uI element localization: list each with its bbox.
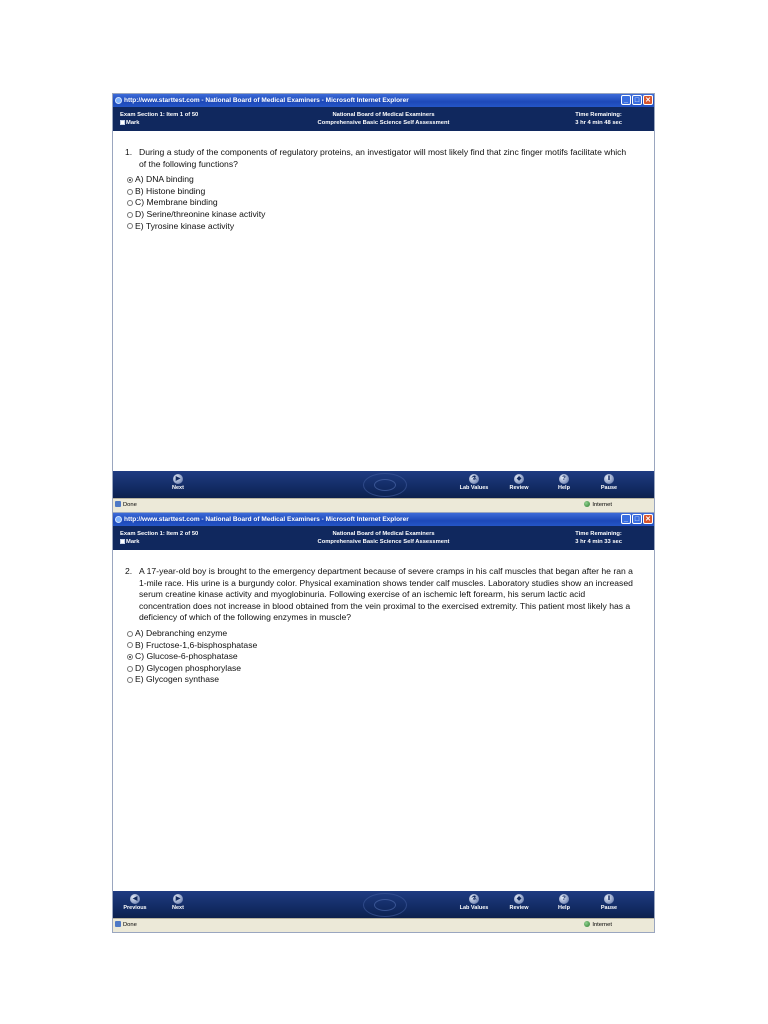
option-label: C) Membrane binding [135, 197, 218, 208]
internet-zone-icon [584, 921, 590, 927]
previous-label: Previous [123, 905, 147, 911]
answer-option-d[interactable] [127, 209, 635, 221]
window-title: http://www.starttest.com - National Board of Medical Examiners - Microsoft Internet Explorer [124, 97, 409, 104]
close-button[interactable]: ✕ [643, 514, 653, 524]
status-bar [113, 498, 654, 512]
exam-name: Comprehensive Basic Science Self Assessment [317, 120, 450, 126]
lab-values-label: Lab Values [459, 485, 489, 491]
navigation-bar [113, 471, 654, 499]
next-label: Next [172, 905, 184, 911]
next-arrow-icon: ▶ [173, 894, 183, 904]
radio-button[interactable] [127, 223, 133, 229]
internet-zone-icon [584, 501, 590, 507]
page-done-icon [115, 501, 121, 507]
radio-button[interactable] [127, 200, 133, 206]
org-name: National Board of Medical Examiners [332, 531, 435, 537]
previous-arrow-icon: ◀ [130, 894, 140, 904]
radio-button[interactable] [127, 189, 133, 195]
review-button[interactable] [497, 894, 541, 911]
pause-label: Pause [600, 905, 618, 911]
option-label: B) Fructose-1,6-bisphosphatase [135, 639, 258, 650]
next-label: Next [172, 485, 184, 491]
next-arrow-icon: ▶ [173, 474, 183, 484]
pause-button[interactable] [587, 474, 631, 491]
minimize-button[interactable]: _ [621, 514, 631, 524]
exam-header [113, 107, 654, 131]
security-zone-text: Internet [592, 922, 612, 928]
title-bar [113, 513, 654, 526]
navigation-bar [113, 891, 654, 919]
minimize-button[interactable]: _ [621, 95, 631, 105]
option-label: D) Serine/threonine kinase activity [135, 208, 266, 219]
option-label: B) Histone binding [135, 185, 206, 196]
radio-button[interactable] [127, 631, 133, 637]
nbme-logo [363, 473, 407, 497]
help-icon: ? [559, 894, 569, 904]
time-remaining-value: 3 hr 4 min 48 sec [575, 120, 622, 126]
section-item-label: Exam Section 1: Item 1 of 50 [120, 112, 199, 118]
answer-option-a[interactable] [127, 628, 635, 640]
exam-name: Comprehensive Basic Science Self Assessment [317, 539, 450, 545]
option-label: C) Glucose-6-phosphatase [135, 651, 238, 662]
radio-button[interactable] [127, 654, 133, 660]
org-name: National Board of Medical Examiners [332, 112, 435, 118]
help-button[interactable] [542, 474, 586, 491]
help-label: Help [558, 905, 570, 911]
review-icon: ◆ [514, 894, 524, 904]
answer-option-e[interactable] [127, 221, 635, 233]
time-remaining-label: Time Remaining: [575, 531, 622, 537]
internet-explorer-icon [115, 516, 122, 523]
radio-button[interactable] [127, 666, 133, 672]
pause-icon: ‖ [604, 474, 614, 484]
review-label: Review [509, 905, 529, 911]
option-label: A) Debranching enzyme [135, 627, 228, 638]
status-bar [113, 918, 654, 932]
status-text: Done [123, 502, 137, 508]
internet-explorer-icon [115, 97, 122, 104]
answer-option-d[interactable] [127, 663, 635, 675]
window-controls [621, 514, 653, 525]
exam-window-2 [112, 512, 655, 933]
page-done-icon [115, 921, 121, 927]
previous-button[interactable] [113, 894, 157, 911]
option-label: E) Tyrosine kinase activity [135, 220, 235, 231]
question-stem: During a study of the components of regulatory proteins, an investigator will most likely find that zinc finger motifs facilitate which of the following functions? [139, 147, 627, 169]
radio-button[interactable] [127, 642, 133, 648]
lab-values-button[interactable] [452, 474, 496, 491]
help-button[interactable] [542, 894, 586, 911]
radio-button[interactable] [127, 212, 133, 218]
question-block [125, 147, 635, 232]
option-label: D) Glycogen phosphorylase [135, 662, 242, 673]
answer-option-b[interactable] [127, 186, 635, 198]
close-button[interactable]: ✕ [643, 95, 653, 105]
review-button[interactable] [497, 474, 541, 491]
maximize-button[interactable]: □ [632, 95, 642, 105]
option-label: E) Glycogen synthase [135, 674, 220, 685]
pause-button[interactable] [587, 894, 631, 911]
status-text: Done [123, 922, 137, 928]
lab-flask-icon: ⚗ [469, 894, 479, 904]
window-title: http://www.starttest.com - National Board of Medical Examiners - Microsoft Internet Explorer [124, 516, 409, 523]
lab-values-label: Lab Values [459, 905, 489, 911]
answer-options [127, 174, 635, 232]
option-label: A) DNA binding [135, 174, 194, 185]
exam-window-1 [112, 93, 655, 513]
question-block [125, 566, 635, 686]
time-remaining-label: Time Remaining: [575, 112, 622, 118]
next-button[interactable] [156, 474, 200, 491]
answer-option-e[interactable] [127, 674, 635, 686]
answer-options [127, 628, 635, 686]
answer-option-b[interactable] [127, 640, 635, 652]
security-zone-text: Internet [592, 502, 612, 508]
next-button[interactable] [156, 894, 200, 911]
review-label: Review [509, 485, 529, 491]
pause-label: Pause [600, 485, 618, 491]
answer-option-c[interactable] [127, 197, 635, 209]
window-controls [621, 95, 653, 106]
time-remaining-value: 3 hr 4 min 33 sec [575, 539, 622, 545]
review-icon: ◆ [514, 474, 524, 484]
radio-button[interactable] [127, 177, 133, 183]
radio-button[interactable] [127, 677, 133, 683]
maximize-button[interactable]: □ [632, 514, 642, 524]
help-label: Help [558, 485, 570, 491]
question-number: 2. [125, 566, 133, 576]
question-area [113, 550, 654, 891]
help-icon: ? [559, 474, 569, 484]
lab-values-button[interactable] [452, 894, 496, 911]
lab-flask-icon: ⚗ [469, 474, 479, 484]
exam-header [113, 526, 654, 550]
question-stem: A 17-year-old boy is brought to the emergency department because of severe cramps in his calf muscles that began after he ran a 1-mile race. His urine is a burgundy color. Physical examination shows tender calf muscles. Laboratory studies show an increased serum creatine kinase activity and myoglobinuria. Following exercise of an ischemic left forearm, his serum lactic acid concentration does not increase in blood obtained from the vein proximal to the exercised extremity. This patient most likely has a deficiency of which of the following enzymes in muscle? [139, 566, 633, 623]
question-area [113, 131, 654, 471]
answer-option-c[interactable] [127, 651, 635, 663]
title-bar [113, 94, 654, 107]
section-item-label: Exam Section 1: Item 2 of 50 [120, 531, 199, 537]
nbme-logo [363, 893, 407, 917]
mark-label: Mark [126, 539, 140, 545]
answer-option-a[interactable] [127, 174, 635, 186]
question-number: 1. [125, 147, 133, 157]
mark-label: Mark [126, 120, 140, 126]
pause-icon: ‖ [604, 894, 614, 904]
